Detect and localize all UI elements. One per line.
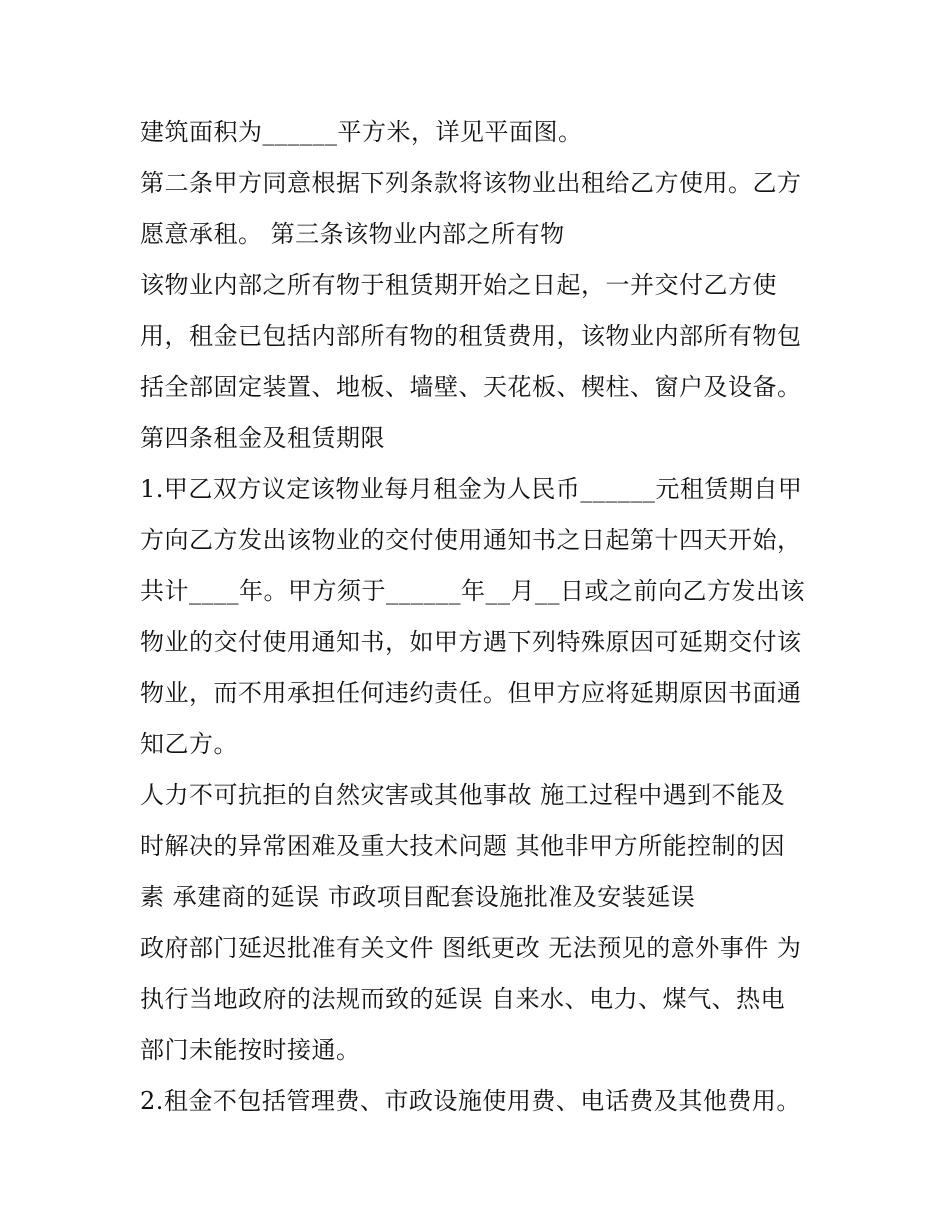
section-heading: 第四条租金及租赁期限: [140, 424, 385, 452]
text-line: 2.租金不包括管理费、市政设施使用费、电话费及其他费用。: [140, 1087, 801, 1115]
text-line: 执行当地政府的法规而致的延误 自来水、电力、煤气、热电: [140, 985, 786, 1013]
text-line: 括全部固定装置、地板、墙壁、天花板、楔柱、窗户及设备。: [140, 373, 802, 401]
text-line: 物业，而不用承担任何违约责任。但甲方应将延期原因书面通: [140, 679, 802, 707]
text-line: 用，租金已包括内部所有物的租赁费用，该物业内部所有物包: [140, 322, 802, 350]
text-line: 部门未能按时接通。: [140, 1036, 361, 1064]
text-line: 该物业内部之所有物于租赁期开始之日起，一并交付乙方使: [140, 271, 777, 299]
text-line: 方向乙方发出该物业的交付使用通知书之日起第十四天开始，: [140, 526, 802, 554]
text-line: 愿意承租。 第三条该物业内部之所有物: [140, 220, 565, 248]
text-line: 人力不可抗拒的自然灾害或其他事故 施工过程中遇到不能及: [140, 781, 786, 809]
text-line: 物业的交付使用通知书，如甲方遇下列特殊原因可延期交付该: [140, 628, 802, 656]
text-line: 第二条甲方同意根据下列条款将该物业出租给乙方使用。乙方: [140, 169, 802, 197]
text-line: 共计____年。甲方须于______年__月__日或之前向乙方发出该: [140, 577, 805, 605]
text-line: 素 承建商的延误 市政项目配套设施批准及安装延误: [140, 883, 696, 911]
text-line: 时解决的异常困难及重大技术问题 其他非甲方所能控制的因: [140, 832, 786, 860]
text-line: 建筑面积为______平方米，详见平面图。: [140, 118, 583, 146]
contract-text: [140, 107, 820, 1127]
text-line: 政府部门延迟批准有关文件 图纸更改 无法预见的意外事件 为: [140, 934, 802, 962]
text-line: 知乙方。: [140, 730, 238, 758]
text-line: 1.甲乙双方议定该物业每月租金为人民币______元租赁期自甲: [140, 475, 803, 503]
